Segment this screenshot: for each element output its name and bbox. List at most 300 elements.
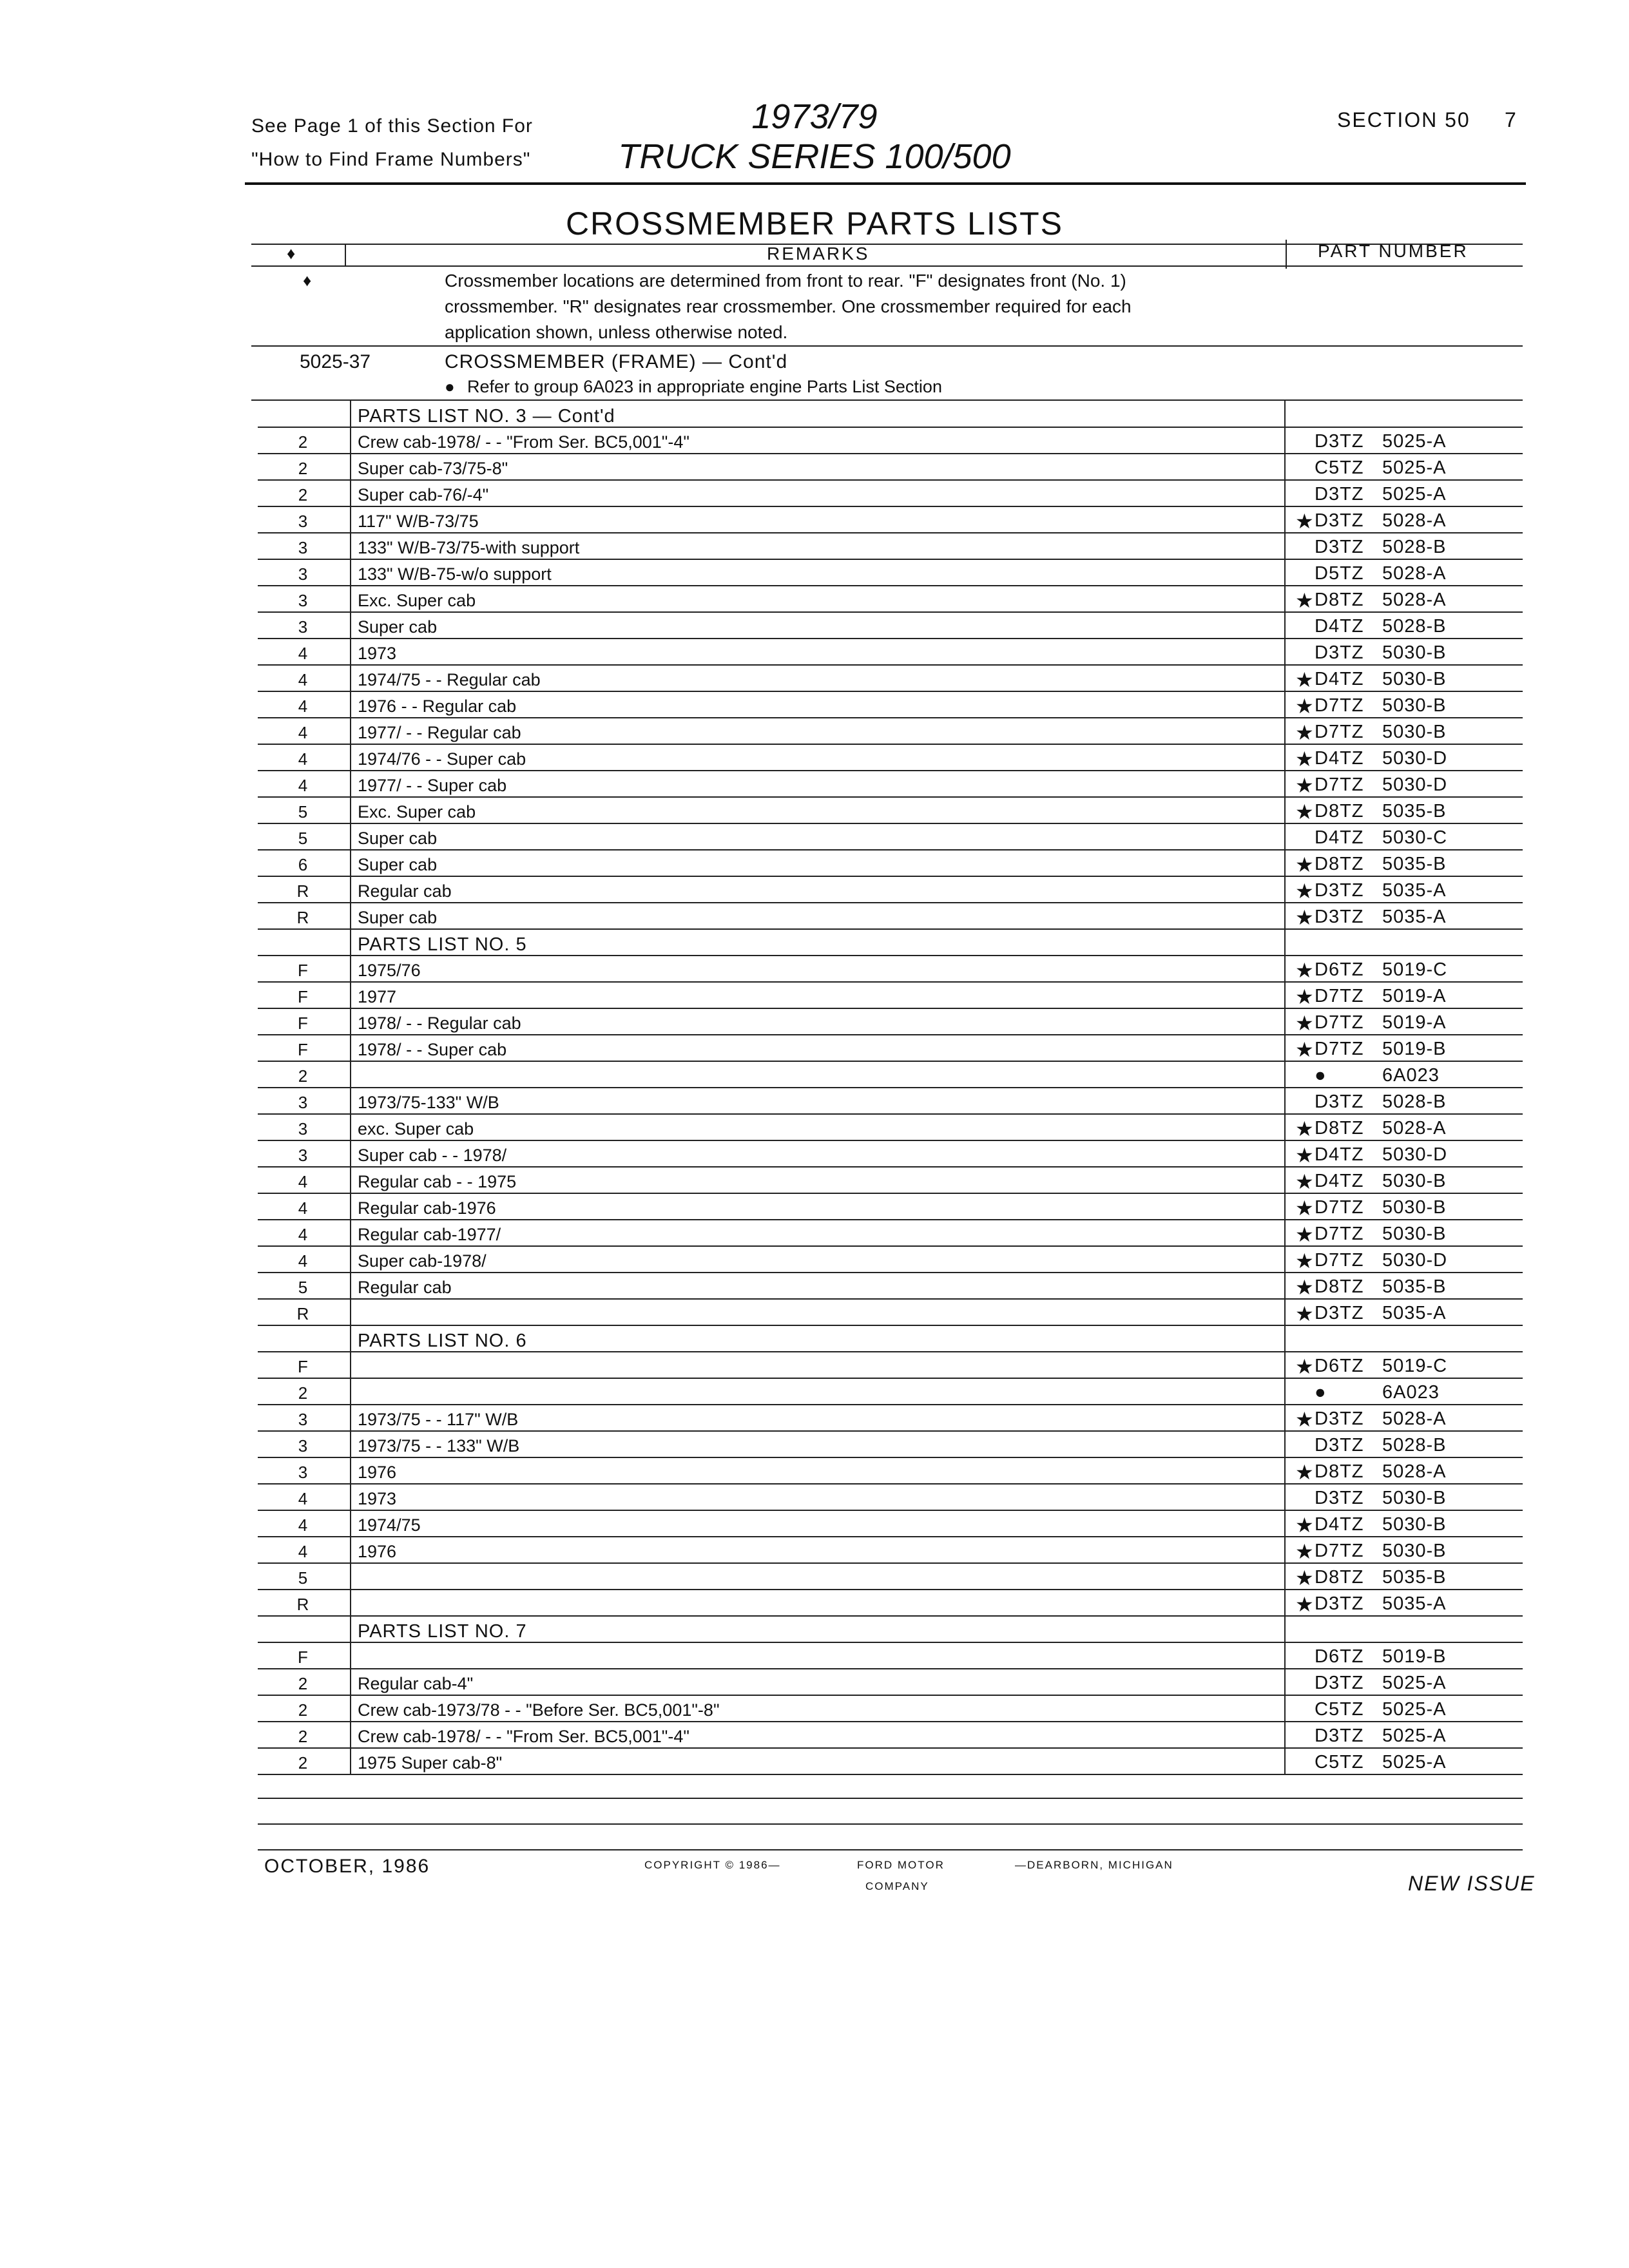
crossmember-position: F [298,961,308,980]
header-series: TRUCK SERIES 100/500 [618,137,1011,176]
part-prefix: D3TZ [1315,907,1364,927]
part-prefix: D4TZ [1315,669,1364,689]
remarks-cell: 1973/75 - - 133" W/B [358,1436,520,1456]
crossmember-position: 3 [298,591,308,610]
part-prefix: D7TZ [1315,774,1364,795]
part-prefix: D3TZ [1315,880,1364,901]
part-base-number: 5030-B [1382,642,1447,663]
intro-rule [251,345,1523,347]
star-icon: ★ [1295,774,1314,797]
table-row [0,1220,1629,1246]
crossmember-position: 2 [298,432,308,452]
crossmember-position: R [296,1304,309,1323]
table-row [0,1035,1629,1061]
remarks-cell: 1978/ - - Regular cab [358,1014,521,1033]
part-base-number: 5025-A [1382,484,1447,505]
parts-list-heading: PARTS LIST NO. 5 [358,934,527,955]
crossmember-position: 2 [298,1727,308,1746]
part-prefix: D8TZ [1315,1567,1364,1588]
part-prefix: D7TZ [1315,1012,1364,1033]
part-prefix: D7TZ [1315,986,1364,1006]
part-base-number: 5019-C [1382,1356,1448,1376]
star-icon: ★ [1295,1170,1314,1193]
part-prefix: ● [1315,1065,1327,1086]
crossmember-position: F [298,1040,308,1059]
crossmember-position: 2 [298,485,308,505]
part-base-number: 5030-B [1382,1514,1447,1535]
part-prefix: D7TZ [1315,695,1364,716]
part-prefix: D8TZ [1315,1461,1364,1482]
crossmember-position: R [296,1595,309,1614]
remarks-cell: 1973 [358,644,397,663]
note-bullet-icon: ● [445,377,455,396]
footer-company-line2: COMPANY [865,1880,929,1892]
part-base-number: 5030-B [1382,1488,1447,1508]
part-base-number: 5025-A [1382,1673,1447,1693]
part-base-number: 5030-B [1382,1197,1447,1218]
part-base-number: 5019-B [1382,1039,1447,1059]
star-icon: ★ [1295,879,1314,903]
crossmember-position: 5 [298,802,308,822]
part-prefix: D7TZ [1315,722,1364,742]
part-prefix: D7TZ [1315,1197,1364,1218]
remarks-cell: 1974/75 - - Regular cab [358,670,541,689]
part-base-number: 5035-A [1382,1303,1447,1323]
table-row [0,427,1629,454]
part-number-left-border [1284,401,1286,1774]
remarks-cell: Super cab-73/75-8" [358,459,508,478]
remarks-cell: Crew cab-1978/ - - "From Ser. BC5,001"-4" [358,1727,689,1746]
star-icon: ★ [1295,1249,1314,1273]
intro-line-2: crossmember. "R" designates rear crossmember. One crossmember required for each [445,296,1132,316]
part-base-number: 5028-B [1382,616,1447,637]
section-label: SECTION 50 [1337,108,1470,131]
remarks-cell: Super cab-1978/ [358,1251,487,1271]
part-base-number: 5028-A [1382,1118,1447,1139]
remarks-cell: Super cab [358,829,438,848]
remarks-left-border [350,401,351,1774]
remarks-cell: Regular cab - - 1975 [358,1172,517,1191]
remarks-cell: 1975 Super cab-8" [358,1753,503,1773]
table-row [0,744,1629,771]
remarks-cell: 1974/75 [358,1515,421,1535]
crossmember-position: 5 [298,1278,308,1297]
part-prefix: D3TZ [1315,1303,1364,1323]
part-base-number: 5030-B [1382,1171,1447,1191]
page-number: 7 [1505,108,1516,131]
part-base-number: 6A023 [1382,1382,1440,1403]
table-row [0,612,1629,639]
column-divider [1286,240,1287,269]
remarks-cell: Super cab-76/-4" [358,485,489,505]
part-base-number: 5035-A [1382,880,1447,901]
part-base-number: 5030-B [1382,695,1447,716]
table-row [0,1431,1629,1457]
part-base-number: 5030-B [1382,722,1447,742]
crossmember-position: 2 [298,1066,308,1086]
part-prefix: D6TZ [1315,1646,1364,1667]
crossmember-position: F [298,1357,308,1376]
remarks-cell: 1973 [358,1489,397,1508]
crossmember-position: 4 [298,670,308,689]
footer-issue: NEW ISSUE [1408,1872,1536,1895]
remarks-cell: 1977/ - - Regular cab [358,723,521,742]
crossmember-position: 4 [298,1489,308,1508]
part-base-number: 5028-A [1382,1461,1447,1482]
table-row [0,559,1629,586]
part-prefix: D3TZ [1315,1091,1364,1112]
star-icon: ★ [1295,800,1314,823]
table-row [0,903,1629,929]
table-row [0,1510,1629,1537]
remarks-cell: Super cab [358,617,438,637]
remarks-cell: 1976 [358,1463,397,1482]
part-base-number: 5030-D [1382,748,1448,769]
parts-list-heading-row [0,929,1629,956]
crossmember-position: 4 [298,776,308,795]
part-base-number: 5035-A [1382,907,1447,927]
part-base-number: 5019-A [1382,986,1447,1006]
star-icon: ★ [1295,721,1314,744]
table-row [0,1695,1629,1722]
part-prefix: D3TZ [1315,484,1364,505]
table-row [0,1484,1629,1510]
part-base-number: 5028-B [1382,1435,1447,1456]
part-prefix: D6TZ [1315,1356,1364,1376]
part-base-number: 5028-B [1382,1091,1447,1112]
part-prefix: D7TZ [1315,1541,1364,1561]
table-row [0,1669,1629,1695]
remarks-cell: 133" W/B-73/75-with support [358,538,580,557]
part-prefix: D8TZ [1315,854,1364,874]
star-icon: ★ [1295,510,1314,533]
part-base-number: 5030-B [1382,1541,1447,1561]
blank-rule [258,1798,1523,1799]
table-row [0,982,1629,1008]
crossmember-position: 2 [298,1383,308,1403]
table-row [0,1748,1629,1774]
star-icon: ★ [1295,906,1314,929]
remarks-cell: 1974/76 - - Super cab [358,749,526,769]
crossmember-position: 3 [298,1119,308,1139]
star-icon: ★ [1295,853,1314,876]
part-prefix: D4TZ [1315,748,1364,769]
part-base-number: 5019-C [1382,959,1448,980]
remarks-cell: 1976 - - Regular cab [358,697,517,716]
footer-date: OCTOBER, 1986 [264,1856,430,1877]
remarks-cell: Exc. Super cab [358,802,476,822]
part-prefix: D4TZ [1315,616,1364,637]
part-prefix: D4TZ [1315,1144,1364,1165]
crossmember-position: 3 [298,512,308,531]
part-prefix: D3TZ [1315,1673,1364,1693]
star-icon: ★ [1295,1355,1314,1378]
part-base-number: 5030-D [1382,774,1448,795]
crossmember-position: 4 [298,723,308,742]
part-base-number: 5019-A [1382,1012,1447,1033]
crossmember-position: R [296,908,309,927]
part-prefix: D4TZ [1315,1171,1364,1191]
star-icon: ★ [1295,959,1314,982]
remarks-cell: 1978/ - - Super cab [358,1040,507,1059]
remarks-cell: Regular cab-4" [358,1674,474,1693]
table-row [0,1378,1629,1405]
parts-list-heading-row [0,401,1629,427]
star-icon: ★ [1295,1302,1314,1325]
part-base-number: 5035-B [1382,1276,1447,1297]
row-rule [258,1774,1523,1775]
star-icon: ★ [1295,1144,1314,1167]
remarks-cell: Crew cab-1973/78 - - "Before Ser. BC5,001"-8" [358,1700,720,1720]
crossmember-position: 2 [298,1700,308,1720]
crossmember-position: 3 [298,1146,308,1165]
crossmember-position: 4 [298,1198,308,1218]
part-base-number: 5028-A [1382,563,1447,584]
star-icon: ★ [1295,985,1314,1008]
footer-company-line1: FORD MOTOR [857,1859,945,1871]
header-left-line1: See Page 1 of this Section For [251,115,533,137]
crossmember-position: 3 [298,1463,308,1482]
part-prefix: ● [1315,1382,1327,1403]
part-base-number: 5030-B [1382,669,1447,689]
crossmember-position: 4 [298,1542,308,1561]
star-icon: ★ [1295,695,1314,718]
part-prefix: D8TZ [1315,590,1364,610]
remarks-cell: Super cab - - 1978/ [358,1146,507,1165]
star-icon: ★ [1295,668,1314,691]
table-row [0,797,1629,823]
column-divider [345,244,346,266]
crossmember-position: 2 [298,459,308,478]
footer-copyright: COPYRIGHT © 1986— [644,1859,781,1871]
table-row [0,823,1629,850]
part-base-number: 5035-B [1382,801,1447,822]
star-icon: ★ [1295,1038,1314,1061]
part-prefix: D6TZ [1315,959,1364,980]
remarks-column-header: REMARKS [767,244,870,264]
crossmember-position: 3 [298,564,308,584]
star-icon: ★ [1295,1408,1314,1431]
part-prefix: D3TZ [1315,1593,1364,1614]
part-prefix: D4TZ [1315,827,1364,848]
crossmember-position: 3 [298,1410,308,1429]
header-left-line2: "How to Find Frame Numbers" [251,149,531,170]
part-base-number: 5028-A [1382,510,1447,531]
part-base-number: 5035-B [1382,1567,1447,1588]
part-base-number: 5025-A [1382,1752,1447,1773]
remarks-cell: 117" W/B-73/75 [358,512,479,531]
part-prefix: D3TZ [1315,1408,1364,1429]
part-prefix: D3TZ [1315,642,1364,663]
blank-rule [258,1849,1523,1850]
table-row [0,1457,1629,1484]
remarks-cell: Super cab [358,855,438,874]
crossmember-position: 3 [298,1436,308,1456]
remarks-cell: 1976 [358,1542,397,1561]
table-row [0,1563,1629,1590]
part-prefix: C5TZ [1315,1699,1364,1720]
table-row [0,1352,1629,1378]
table-row [0,480,1629,506]
star-icon: ★ [1295,1461,1314,1484]
part-base-number: 5025-A [1382,457,1447,478]
crossmember-position: 3 [298,538,308,557]
remarks-cell: 133" W/B-75-w/o support [358,564,552,584]
intro-line-3: application shown, unless otherwise noted. [445,322,788,342]
table-row [0,876,1629,903]
crossmember-position: 6 [298,855,308,874]
parts-list-heading-row [0,1616,1629,1642]
part-prefix: D3TZ [1315,510,1364,531]
table-row [0,718,1629,744]
star-icon: ★ [1295,589,1314,612]
parts-list-heading: PARTS LIST NO. 6 [358,1331,527,1351]
table-row [0,1088,1629,1114]
part-prefix: C5TZ [1315,457,1364,478]
table-row [0,1140,1629,1167]
remarks-cell: 1977/ - - Super cab [358,776,507,795]
crossmember-position: 4 [298,1225,308,1244]
part-prefix: D8TZ [1315,1118,1364,1139]
header-years: 1973/79 [751,97,878,136]
crossmember-position: 4 [298,1251,308,1271]
remarks-cell: Regular cab-1976 [358,1198,496,1218]
table-row [0,1299,1629,1325]
star-icon: ★ [1295,1514,1314,1537]
star-icon: ★ [1295,1540,1314,1563]
crossmember-position: 5 [298,1568,308,1588]
part-base-number: 5028-A [1382,1408,1447,1429]
crossmember-position: F [298,987,308,1006]
crossmember-position: F [298,1014,308,1033]
group-name: CROSSMEMBER (FRAME) — Cont'd [445,351,788,372]
parts-list-heading: PARTS LIST NO. 7 [358,1621,527,1642]
table-row [0,506,1629,533]
remarks-cell: Super cab [358,908,438,927]
remarks-cell: exc. Super cab [358,1119,474,1139]
remarks-cell: 1975/76 [358,961,421,980]
part-prefix: C5TZ [1315,1752,1364,1773]
table-row [0,691,1629,718]
group-note: Refer to group 6A023 in appropriate engine Parts List Section [467,377,942,396]
part-prefix: D3TZ [1315,537,1364,557]
table-row [0,1273,1629,1299]
crossmember-position: 4 [298,749,308,769]
remarks-cell: 1977 [358,987,397,1006]
star-icon: ★ [1295,747,1314,771]
part-base-number: 5030-D [1382,1144,1448,1165]
table-row [0,1193,1629,1220]
remarks-cell: Exc. Super cab [358,591,476,610]
remarks-cell: 1973/75-133" W/B [358,1093,499,1112]
part-prefix: D5TZ [1315,563,1364,584]
part-prefix: D4TZ [1315,1514,1364,1535]
parts-list-heading: PARTS LIST NO. 3 — Cont'd [358,406,615,427]
part-base-number: 5028-A [1382,590,1447,610]
part-base-number: 5030-C [1382,827,1448,848]
remarks-cell: Regular cab [358,881,452,901]
table-row [0,1167,1629,1193]
part-number-column-header: PART NUMBER [1318,241,1469,261]
remarks-cell: Regular cab-1977/ [358,1225,501,1244]
remarks-cell: Crew cab-1978/ - - "From Ser. BC5,001"-4" [358,432,689,452]
parts-list-heading-row [0,1325,1629,1352]
part-base-number: 5025-A [1382,431,1447,452]
table-row [0,665,1629,691]
column-header-bottom-rule [251,265,1523,267]
header-rule [245,182,1526,185]
table-row [0,850,1629,876]
crossmember-position: 4 [298,644,308,663]
group-number: 5025-37 [300,351,371,372]
part-base-number: 5030-D [1382,1250,1448,1271]
marker-column-header: ♦ [287,244,296,263]
star-icon: ★ [1295,1196,1314,1220]
intro-marker: ♦ [303,271,312,290]
table-row [0,454,1629,480]
table-row [0,1642,1629,1669]
table-row [0,956,1629,982]
part-prefix: D8TZ [1315,1276,1364,1297]
crossmember-position: 2 [298,1753,308,1773]
crossmember-position: R [296,881,309,901]
table-row [0,1114,1629,1140]
table-row [0,1722,1629,1748]
table-row [0,639,1629,665]
part-prefix: D3TZ [1315,1725,1364,1746]
crossmember-position: 3 [298,1093,308,1112]
part-prefix: D7TZ [1315,1039,1364,1059]
table-row [0,533,1629,559]
part-base-number: 6A023 [1382,1065,1440,1086]
part-base-number: 5025-A [1382,1725,1447,1746]
table-row [0,586,1629,612]
part-prefix: D8TZ [1315,801,1364,822]
table-row [0,1246,1629,1273]
star-icon: ★ [1295,1566,1314,1590]
part-base-number: 5028-B [1382,537,1447,557]
intro-line-1: Crossmember locations are determined from front to rear. "F" designates front (No. 1) [445,271,1126,291]
part-prefix: D3TZ [1315,431,1364,452]
table-row [0,1590,1629,1616]
part-prefix: D7TZ [1315,1224,1364,1244]
part-base-number: 5035-A [1382,1593,1447,1614]
part-prefix: D7TZ [1315,1250,1364,1271]
star-icon: ★ [1295,1276,1314,1299]
part-prefix: D3TZ [1315,1488,1364,1508]
crossmember-position: F [298,1648,308,1667]
crossmember-position: 4 [298,697,308,716]
blank-rule [258,1823,1523,1825]
part-base-number: 5019-B [1382,1646,1447,1667]
remarks-cell: Regular cab [358,1278,452,1297]
page-title: CROSSMEMBER PARTS LISTS [565,206,1064,242]
table-row [0,1061,1629,1088]
star-icon: ★ [1295,1593,1314,1616]
table-row [0,1537,1629,1563]
crossmember-position: 3 [298,617,308,637]
star-icon: ★ [1295,1117,1314,1140]
crossmember-position: 4 [298,1172,308,1191]
star-icon: ★ [1295,1012,1314,1035]
table-row [0,771,1629,797]
part-base-number: 5035-B [1382,854,1447,874]
remarks-cell: 1973/75 - - 117" W/B [358,1410,519,1429]
footer-location: —DEARBORN, MICHIGAN [1015,1859,1173,1871]
table-row [0,1008,1629,1035]
part-base-number: 5025-A [1382,1699,1447,1720]
part-prefix: D3TZ [1315,1435,1364,1456]
